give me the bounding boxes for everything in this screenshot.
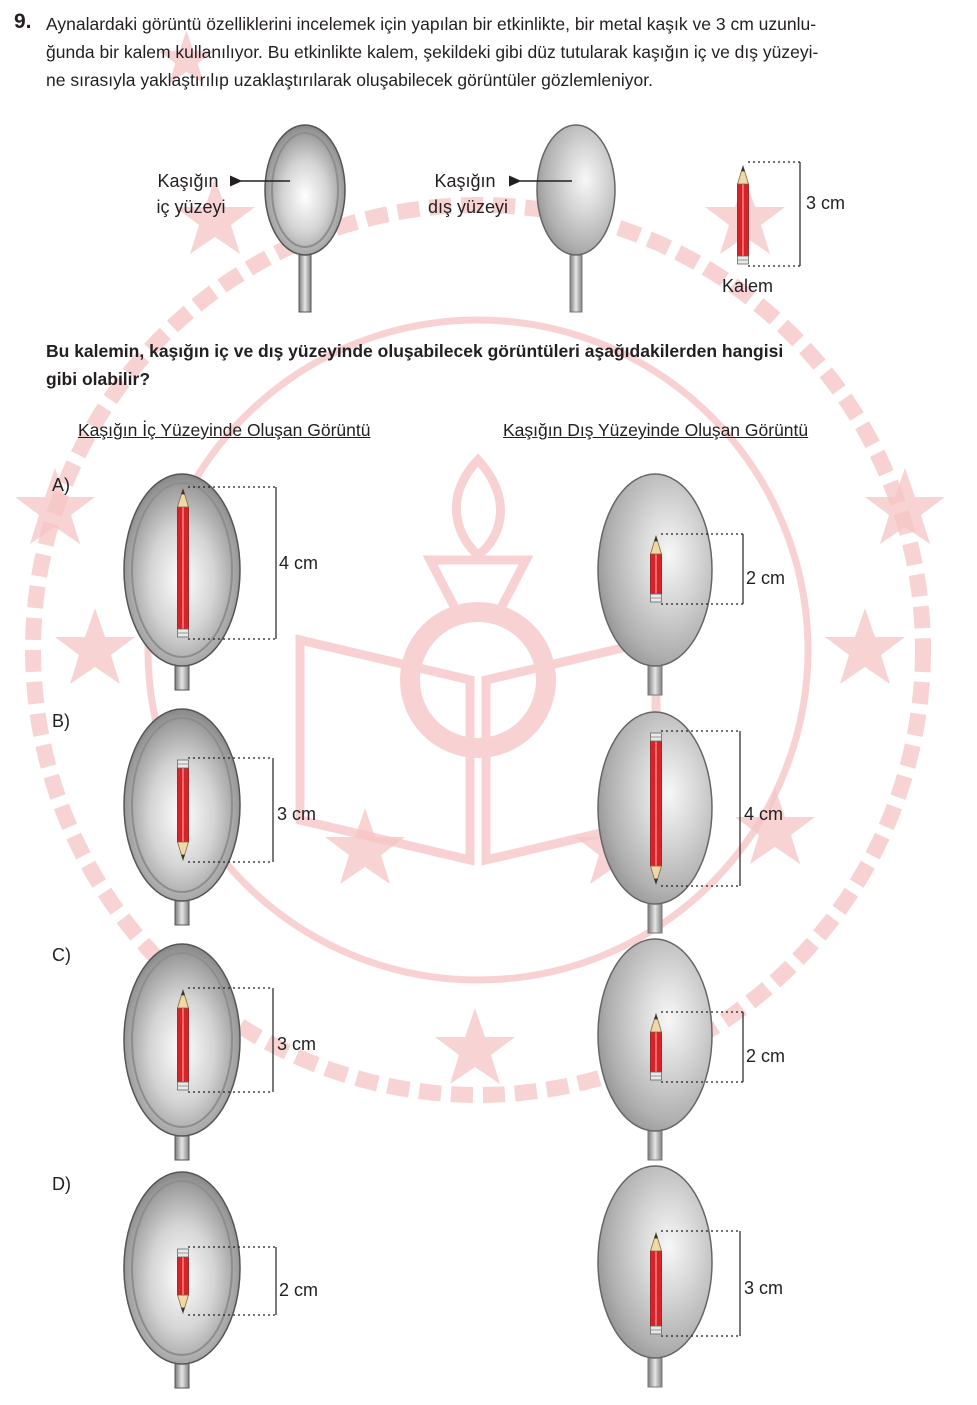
pencil-icon bbox=[738, 162, 801, 266]
option-c-outer-size: 2 cm bbox=[746, 1046, 786, 1066]
option-a-outer-size: 2 cm bbox=[746, 568, 786, 588]
option-b-outer-size: 4 cm bbox=[744, 804, 784, 824]
option-d-inner-figure bbox=[124, 1172, 276, 1388]
option-b-inner-pencil bbox=[178, 760, 189, 860]
outer-surface-label-2: dış yüzeyi bbox=[427, 197, 509, 217]
option-b-outer-figure bbox=[598, 712, 740, 933]
inner-surface-label-1: Kaşığın bbox=[157, 171, 219, 191]
option-c-label[interactable]: C) bbox=[52, 945, 71, 965]
option-b-label[interactable]: B) bbox=[52, 711, 70, 731]
option-a-outer-figure bbox=[598, 474, 743, 695]
pencil-length-label: 3 cm bbox=[806, 193, 846, 213]
option-c-inner-size: 3 cm bbox=[277, 1034, 317, 1054]
option-b-inner-figure bbox=[124, 709, 273, 925]
spoon-outer-surface bbox=[537, 125, 615, 312]
outer-surface-label-1: Kaşığın bbox=[434, 171, 496, 191]
inner-surface-label-2: iç yüzeyi bbox=[156, 197, 226, 217]
question-prompt-line-1: Bu kalemin, kaşığın iç ve dış yüzeyinde oluşabilecek görüntüleri aşağıdakilerden hangisi bbox=[46, 341, 784, 361]
option-a-inner-figure bbox=[124, 474, 276, 690]
option-a-inner-pencil bbox=[178, 489, 189, 637]
option-d-inner-size: 2 cm bbox=[279, 1280, 319, 1300]
option-b-outer-pencil bbox=[651, 733, 662, 884]
question-text-line-1: Aynalardaki görüntü özelliklerini incelemek için yapılan bir etkinlikte, bir metal kaşık ve 3 cm uzunlu- bbox=[46, 14, 817, 34]
option-c-inner-pencil bbox=[178, 990, 189, 1090]
option-d-outer-size: 3 cm bbox=[744, 1278, 784, 1298]
question-text-line-3: ne sırasıyla yaklaştırılıp uzaklaştırılarak oluşabilecek görüntüler gözlemleniyor. bbox=[46, 70, 653, 90]
option-d-outer-pencil bbox=[651, 1233, 662, 1334]
inner-column-header: Kaşığın İç Yüzeyinde Oluşan Görüntü bbox=[78, 420, 371, 440]
question-number: 9. bbox=[14, 10, 32, 33]
question-text-line-2: ğunda bir kalem kullanılıyor. Bu etkinlikte kalem, şekildeki gibi düz tutularak kaşığın iç ve dış yüzeyi- bbox=[46, 42, 819, 62]
outer-column-header: Kaşığın Dış Yüzeyinde Oluşan Görüntü bbox=[503, 420, 809, 440]
pencil-length-bracket bbox=[748, 162, 800, 266]
pencil-label: Kalem bbox=[722, 276, 774, 296]
option-b-inner-size: 3 cm bbox=[277, 804, 317, 824]
spoon-inner-surface bbox=[265, 125, 345, 312]
option-d-outer-figure bbox=[598, 1166, 740, 1387]
pencil-drawing bbox=[738, 166, 749, 264]
option-c-inner-figure bbox=[124, 944, 273, 1160]
question-prompt-line-2: gibi olabilir? bbox=[46, 369, 151, 389]
option-d-label[interactable]: D) bbox=[52, 1174, 71, 1194]
option-c-outer-figure bbox=[598, 939, 743, 1160]
option-a-label[interactable]: A) bbox=[52, 475, 70, 495]
option-a-inner-size: 4 cm bbox=[279, 553, 319, 573]
